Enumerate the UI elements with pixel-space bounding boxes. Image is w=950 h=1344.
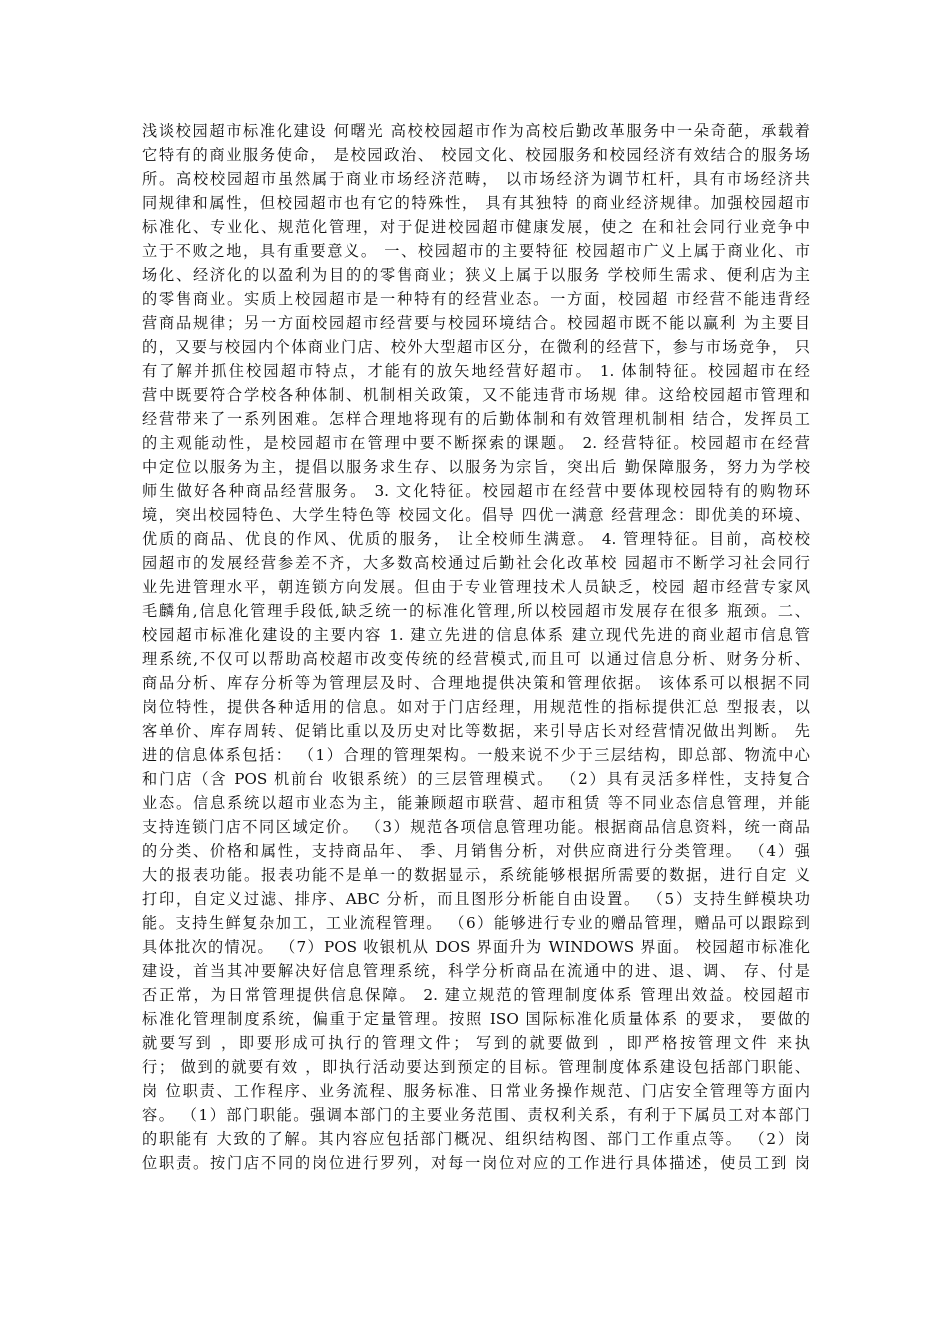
text-line: 客单价、库存周转、促销比重以及历史对比等数据，来引导店长对经营情况做出判断。 先 (142, 722, 810, 740)
text-line: 立于不败之地，具有重要意义。 一、校园超市的主要特征 校园超市广义上属于商业化、市 (142, 242, 810, 260)
text-line: 同规律和属性，但校园超市也有它的特殊性， 具有其独特 的商业经济规律。加强校园超市 (142, 194, 810, 212)
text-line: 场化、经济化的以盈利为目的的零售商业；狭义上属于以服务 学校师生需求、便利店为主 (142, 266, 810, 284)
text-line: 岗 位职责、工作程序、业务流程、服务标准、日常业务操作规范、门店安全管理等方面内 (142, 1082, 810, 1100)
text-line: 打印，自定义过滤、排序、ABC 分析，而且图形分析能自由设置。 （5）支持生鲜模块功 (142, 890, 810, 908)
text-line: 建设，首当其冲要解决好信息管理系统，科学分析商品在流通中的进、退、调、 存、付是 (142, 962, 810, 980)
text-line: 的零售商业。实质上校园超市是一种特有的经营业态。一方面，校园超 市经营不能违背经 (142, 290, 810, 308)
text-line: 具体批次的情况。 （7）POS 收银机从 DOS 界面升为 WINDOWS 界面。 校园超市标准化 (142, 938, 810, 956)
text-line: 支持连锁门店不同区域定价。 （3）规范各项信息管理功能。根据商品信息资料，统一商品 (142, 818, 810, 836)
text-line: 和门店（含 POS 机前台 收银系统）的三层管理模式。 （2）具有灵活多样性，支持复合 (142, 770, 810, 788)
text-line: 业态。信息系统以超市业态为主，能兼顾超市联营、超市租赁 等不同业态信息管理，并能 (142, 794, 810, 812)
text-line: 优质的商品、优良的作风、优质的服务， 让全校师生满意。 4. 管理特征。目前，高校校 (142, 530, 810, 548)
text-line: 大的报表功能。报表功能不是单一的数据显示，系统能够根据所需要的数据，进行自定 义 (142, 866, 810, 884)
document-page (142, 119, 810, 1175)
text-line: 岗位特性，提供各种适用的信息。如对于门店经理，用规范性的指标提供汇总 型报表，以 (142, 698, 810, 716)
text-line: 理系统,不仅可以帮助高校超市改变传统的经营模式,而且可 以通过信息分析、财务分析、 (142, 650, 810, 668)
text-line: 就要写到 ，即要形成可执行的管理文件； 写到的就要做到 ，即严格按管理文件 来执 (142, 1034, 810, 1052)
text-line: 行； 做到的就要有效 ，即执行活动要达到预定的目标。管理制度体系建设包括部门职能、 (142, 1058, 810, 1076)
text-line: 有了解并抓住校园超市特点，才能有的放矢地经营好超市。 1. 体制特征。校园超市在经 (142, 362, 810, 380)
text-line: 进的信息体系包括： （1）合理的管理架构。一般来说不少于三层结构，即总部、物流中心 (142, 746, 810, 764)
text-line: 中定位以服务为主，提倡以服务求生存、以服务为宗旨，突出后 勤保障服务，努力为学校 (142, 458, 810, 476)
text-line: 容。 （1）部门职能。强调本部门的主要业务范围、责权利关系，有利于下属员工对本部门 (142, 1106, 810, 1124)
text-line: 师生做好各种商品经营服务。 3. 文化特征。校园超市在经营中要体现校园特有的购物环 (142, 482, 810, 500)
text-line: 校园超市标准化建设的主要内容 1. 建立先进的信息体系 建立现代先进的商业超市信息管 (142, 626, 810, 644)
text-line: 营商品规律；另一方面校园超市经营要与校园环境结合。校园超市既不能以赢利 为主要目 (142, 314, 810, 332)
text-line: 能。支持生鲜复杂加工，工业流程管理。 （6）能够进行专业的赠品管理，赠品可以跟踪到 (142, 914, 810, 932)
text-line: 业先进管理水平，朝连锁方向发展。但由于专业管理技术人员缺乏，校园 超市经营专家风 (142, 578, 810, 596)
text-line: 园超市的发展经营参差不齐，大多数高校通过后勤社会化改革校 园超市不断学习社会同行 (142, 554, 810, 572)
text-line: 毛麟角,信息化管理手段低,缺乏统一的标准化管理,所以校园超市发展存在很多 瓶颈。二、 (142, 602, 810, 620)
text-line: 经营带来了一系列困难。怎样合理地将现有的后勤体制和有效管理机制相 结合，发挥员工 (142, 410, 810, 428)
text-line: 标准化、专业化、规范化管理，对于促进校园超市健康发展，使之 在和社会同行业竞争中 (142, 218, 810, 236)
text-line: 否正常，为日常管理提供信息保障。 2. 建立规范的管理制度体系 管理出效益。校园超市 (142, 986, 810, 1004)
text-line: 营中既要符合学校各种体制、机制相关政策，又不能违背市场规 律。这给校园超市管理和 (142, 386, 810, 404)
text-line: 所。高校校园超市虽然属于商业市场经济范畴， 以市场经济为调节杠杆，具有市场经济共 (142, 170, 810, 188)
text-line: 的分类、价格和属性，支持商品年、 季、月销售分析，对供应商进行分类管理。 （4）强 (142, 842, 810, 860)
text-line: 的主观能动性，是校园超市在管理中要不断探索的课题。 2. 经营特征。校园超市在经营 (142, 434, 810, 452)
text-line: 的职能有 大致的了解。其内容应包括部门概况、组织结构图、部门工作重点等。 （2）岗 (142, 1130, 810, 1148)
text-line: 浅谈校园超市标准化建设 何曙光 高校校园超市作为高校后勤改革服务中一朵奇葩，承载着 (142, 122, 810, 140)
text-line: 它特有的商业服务使命， 是校园政治、 校园文化、校园服务和校园经济有效结合的服务场 (142, 146, 810, 164)
text-line: 商品分析、库存分析等为管理层及时、合理地提供决策和管理依据。 该体系可以根据不同 (142, 674, 810, 692)
text-line: 的，又要与校园内个体商业门店、校外大型超市区分，在微利的经营下，参与市场竞争， 只 (142, 338, 810, 356)
text-line: 标准化管理制度系统，偏重于定量管理。按照 ISO 国际标准化质量体系 的要求， 要做的 (142, 1010, 810, 1028)
document-body (142, 119, 810, 1175)
text-line: 位职责。按门店不同的岗位进行罗列，对每一岗位对应的工作进行具体描述，使员工到 岗 (142, 1154, 810, 1172)
text-line: 境，突出校园特色、大学生特色等 校园文化。倡导 四优一满意 经营理念：即优美的环境、 (142, 506, 810, 524)
